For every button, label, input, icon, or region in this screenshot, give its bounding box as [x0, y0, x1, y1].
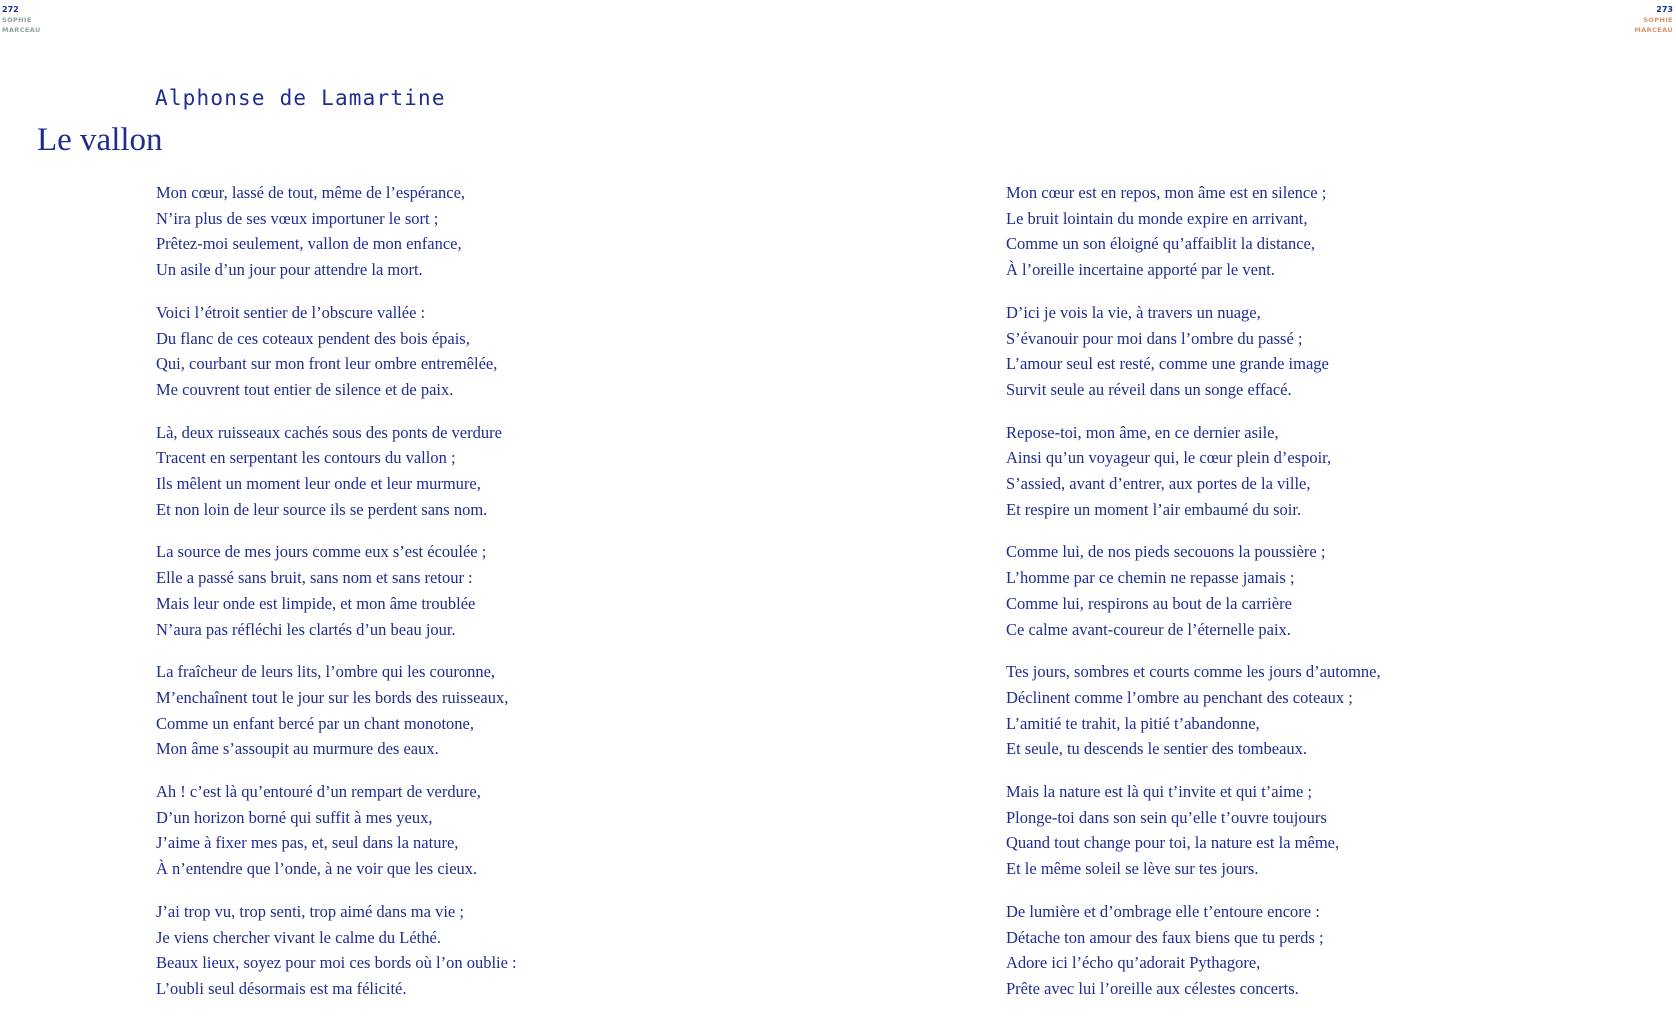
poem-title: Le vallon	[37, 122, 163, 158]
verse-line: Comme lui, de nos pieds secouons la poussière ;	[1006, 542, 1326, 562]
verse-line: Qui, courbant sur mon front leur ombre entremêlée,	[156, 354, 498, 374]
verse-line: J’aime à fixer mes pas, et, seul dans la nature,	[156, 833, 459, 853]
verse-line: J’ai trop vu, trop senti, trop aimé dans ma vie ;	[156, 901, 464, 921]
verse-line: S’évanouir pour moi dans l’ombre du passé ;	[1006, 328, 1303, 348]
left-poem-column	[156, 180, 796, 1019]
verse-line: Prêtez-moi seulement, vallon de mon enfance,	[156, 234, 462, 254]
left-page-folio	[2, 4, 41, 35]
verse-line: N’ira plus de ses vœux importuner le sort ;	[156, 208, 439, 228]
stanza	[156, 899, 796, 1002]
verse-line: Le bruit lointain du monde expire en arrivant,	[1006, 208, 1308, 228]
stanza	[156, 539, 796, 642]
verse-line: La source de mes jours comme eux s’est écoulée ;	[156, 542, 487, 562]
verse-line: Un asile d’un jour pour attendre la mort.	[156, 260, 423, 280]
verse-line: M’enchaînent tout le jour sur les bords des ruisseaux,	[156, 687, 509, 707]
verse-line: Détache ton amour des faux biens que tu perds ;	[1006, 927, 1324, 947]
verse-line: L’homme par ce chemin ne repasse jamais ;	[1006, 568, 1295, 588]
verse-line: Plonge-toi dans son sein qu’elle t’ouvre toujours	[1006, 807, 1327, 827]
stanza	[156, 300, 796, 403]
stanza	[1006, 659, 1646, 762]
verse-line: Comme un son éloigné qu’affaiblit la distance,	[1006, 234, 1315, 254]
verse-line: S’assied, avant d’entrer, aux portes de la ville,	[1006, 474, 1311, 494]
verse-line: D’un horizon borné qui suffit à mes yeux,	[156, 807, 433, 827]
verse-line: N’aura pas réfléchi les clartés d’un beau jour.	[156, 619, 456, 639]
right-running-author-last: MARCEAU	[1634, 26, 1673, 34]
left-running-author-last: MARCEAU	[2, 26, 41, 34]
verse-line: Adore ici l’écho qu’adorait Pythagore,	[1006, 953, 1261, 973]
verse-line: Comme lui, respirons au bout de la carrière	[1006, 593, 1292, 613]
stanza	[156, 779, 796, 882]
verse-line: Déclinent comme l’ombre au penchant des coteaux ;	[1006, 687, 1353, 707]
stanza	[1006, 300, 1646, 403]
verse-line: Voici l’étroit sentier de l’obscure vallée :	[156, 302, 426, 322]
stanza	[1006, 779, 1646, 882]
right-running-author-first: SOPHIE	[1643, 16, 1673, 24]
verse-line: Ce calme avant-coureur de l’éternelle paix.	[1006, 619, 1291, 639]
verse-line: Mon cœur, lassé de tout, même de l’espérance,	[156, 183, 466, 202]
verse-line: Quand tout change pour toi, la nature est la même,	[1006, 833, 1340, 853]
right-page-folio	[1634, 4, 1673, 35]
verse-line: Repose-toi, mon âme, en ce dernier asile,	[1006, 422, 1279, 442]
right-poem-column	[1006, 180, 1646, 1019]
verse-line: Mais la nature est là qui t’invite et qui t’aime ;	[1006, 782, 1313, 802]
verse-line: Elle a passé sans bruit, sans nom et sans retour :	[156, 568, 473, 588]
stanza	[1006, 420, 1646, 523]
verse-line: L’oubli seul désormais est ma félicité.	[156, 978, 407, 998]
stanza	[1006, 899, 1646, 1002]
verse-line: Mon cœur est en repos, mon âme est en silence ;	[1006, 183, 1327, 202]
verse-line: L’amitié te trahit, la pitié t’abandonne,	[1006, 713, 1260, 733]
verse-line: Là, deux ruisseaux cachés sous des ponts de verdure	[156, 422, 502, 442]
verse-line: Tracent en serpentant les contours du vallon ;	[156, 448, 456, 468]
verse-line: Survit seule au réveil dans un songe effacé.	[1006, 379, 1292, 399]
verse-line: À n’entendre que l’onde, à ne voir que les cieux.	[156, 859, 478, 879]
left-running-author-first: SOPHIE	[2, 16, 32, 24]
verse-line: Ils mêlent un moment leur onde et leur murmure,	[156, 474, 481, 494]
stanza	[1006, 539, 1646, 642]
stanza	[156, 659, 796, 762]
stanza	[156, 180, 796, 283]
left-page-number: 272	[2, 5, 19, 14]
verse-line: Mais leur onde est limpide, et mon âme troublée	[156, 593, 476, 613]
verse-line: Ah ! c’est là qu’entouré d’un rempart de verdure,	[156, 782, 481, 802]
verse-line: D’ici je vois la vie, à travers un nuage,	[1006, 302, 1261, 322]
poet-name: Alphonse de Lamartine	[155, 86, 446, 110]
verse-line: Me couvrent tout entier de silence et de paix.	[156, 379, 454, 399]
verse-line: La fraîcheur de leurs lits, l’ombre qui les couronne,	[156, 662, 496, 682]
verse-line: Et le même soleil se lève sur tes jours.	[1006, 859, 1259, 879]
stanza	[1006, 180, 1646, 283]
verse-line: Je viens chercher vivant le calme du Léthé.	[156, 927, 441, 947]
verse-line: Ainsi qu’un voyageur qui, le cœur plein d’espoir,	[1006, 448, 1332, 468]
verse-line: Mon âme s’assoupit au murmure des eaux.	[156, 739, 439, 759]
verse-line: Beaux lieux, soyez pour moi ces bords où l’on oublie :	[156, 953, 517, 973]
verse-line: Prête avec lui l’oreille aux célestes concerts.	[1006, 978, 1299, 998]
verse-line: De lumière et d’ombrage elle t’entoure encore :	[1006, 901, 1320, 921]
verse-line: Du flanc de ces coteaux pendent des bois épais,	[156, 328, 470, 348]
right-page-number: 273	[1656, 5, 1673, 14]
verse-line: Et respire un moment l’air embaumé du soir.	[1006, 499, 1302, 519]
verse-line: À l’oreille incertaine apporté par le vent.	[1006, 260, 1275, 280]
verse-line: L’amour seul est resté, comme une grande image	[1006, 354, 1329, 374]
verse-line: Tes jours, sombres et courts comme les jours d’automne,	[1006, 662, 1381, 682]
verse-line: Comme un enfant bercé par un chant monotone,	[156, 713, 474, 733]
verse-line: Et non loin de leur source ils se perdent sans nom.	[156, 499, 488, 519]
stanza	[156, 420, 796, 523]
verse-line: Et seule, tu descends le sentier des tombeaux.	[1006, 739, 1308, 759]
